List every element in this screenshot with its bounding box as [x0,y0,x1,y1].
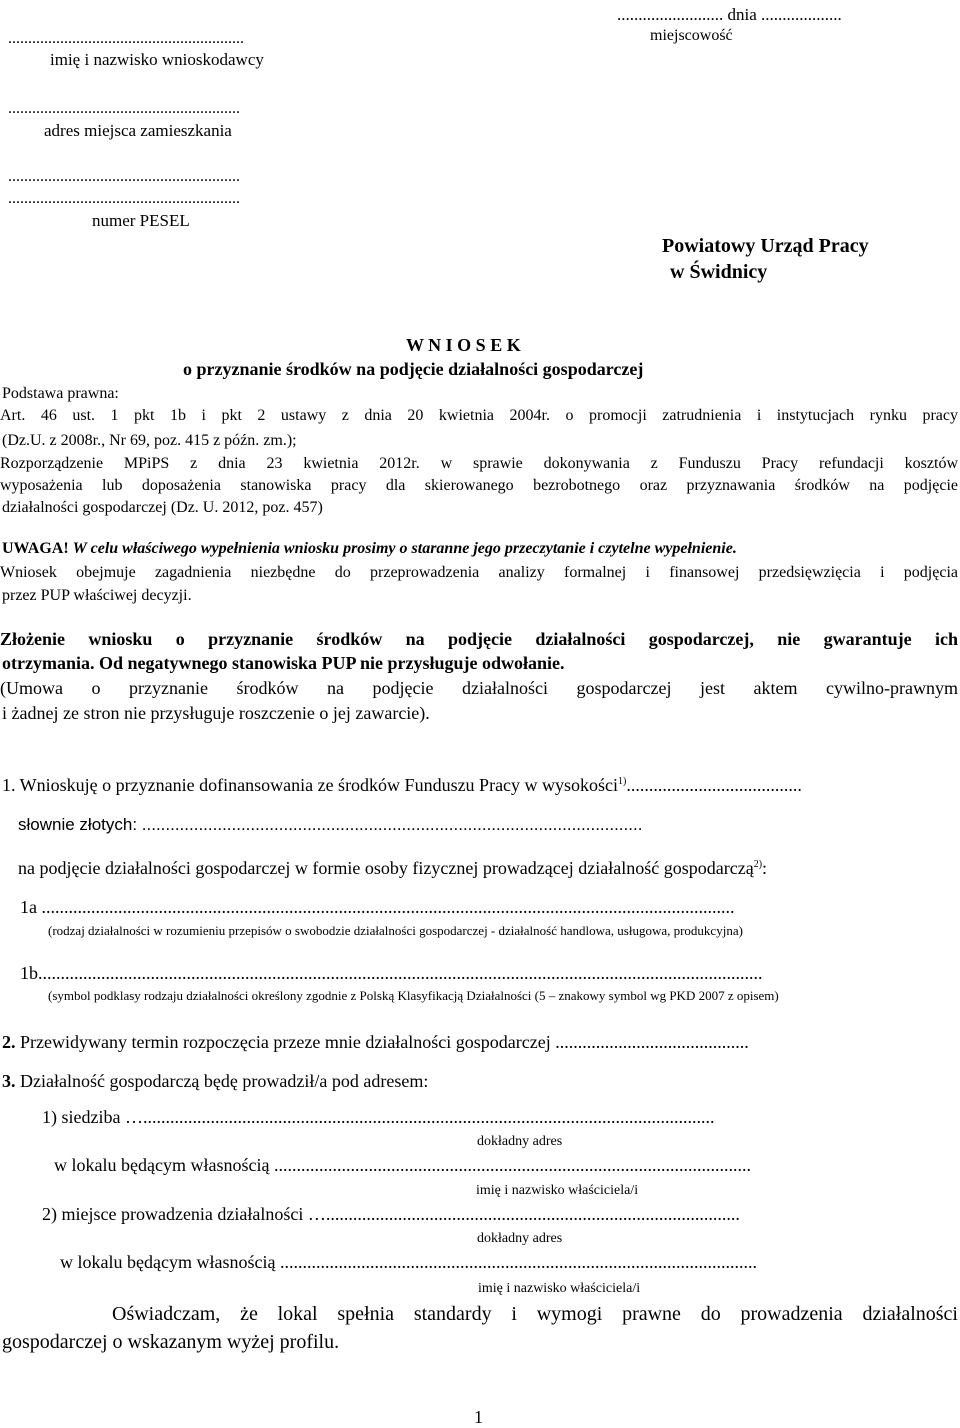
place-owner-field[interactable]: w lokalu będącym własnością .......................................................................................................... [60,1252,757,1272]
notice-line3: przez PUP właściwej decyzji. [2,587,192,604]
notice-label: UWAGA! [2,540,69,557]
form-line [18,858,767,879]
declaration-line1: Oświadczam, że lokal spełnia standardy i wymogi prawne do prowadzenia działalności [112,1303,958,1325]
document-title: W N I O S E K [406,335,521,355]
recipient-line1: Powiatowy Urząd Pracy [662,235,869,257]
address-dots-2[interactable]: .......................................................... [8,168,240,185]
form-footnote-ref: 2) [753,859,763,870]
notice-line2: Wniosek obejmuje zagadnienia niezbędne do przeprowadzenia analizy formalnej i finansowej przedsięwzięcia i podjęcia [0,564,958,581]
declaration-line2: gospodarczej o wskazanym wyżej profilu. [2,1331,340,1353]
form-colon: : [762,858,768,878]
section3-number: 3. [2,1071,16,1091]
legal-basis-line5: działalności gospodarczej (Dz. U. 2012, poz. 457) [2,499,323,516]
notice-para1: (Umowa o przyznanie środków na podjęcie działalności gospodarczej jest aktem cywilno-prawnym [0,678,958,698]
notice-para2: i żadnej ze stron nie przysługuje roszczenie o jej zawarcie). [2,703,430,723]
start-date-field[interactable]: Przewidywany termin rozpoczęcia przeze mnie działalności gospodarczej ........................................... [20,1032,749,1052]
activity-type-hint: (rodzaj działalności w rozumieniu przepisów o swobodzie działalności gospodarczej - działalność handlowa, usługowa, produkcyjna) [48,923,743,938]
business-place-hint: dokładny adres [477,1231,563,1246]
section1-amount-dots[interactable]: ....................................... [626,775,802,795]
legal-basis-line3: Rozporządzenie MPiPS z dnia 23 kwietnia 2012r. w sprawie dokonywania z Funduszu Pracy refundacji kosztów [0,455,958,472]
address-label: adres miejsca zamieszkania [44,121,232,140]
document-subtitle: o przyznanie środków na podjęcie działalności gospodarczej [183,359,644,379]
activity-type-field[interactable]: 1a .......................................................................................................................................................... [20,897,735,917]
legal-basis-line2: (Dz.U. z 2008r., Nr 69, poz. 415 z późn. zm.); [2,432,297,449]
seat-owner-hint: imię i nazwisko właściciela/i [476,1183,639,1198]
amount-words-field[interactable]: słownie złotych: .......................................................................................................... [18,815,643,834]
section1-number: 1. [2,775,16,795]
address-dots[interactable]: .......................................................... [8,100,240,117]
pkd-symbol-field[interactable]: 1b................................................................................................................................................................. [20,963,763,983]
pesel-label: numer PESEL [92,211,190,230]
legal-basis-label: Podstawa prawna: [2,385,119,402]
place-label: miejscowość [650,27,733,44]
business-place-field[interactable]: 2) miejsce prowadzenia działalności …............................................................................................ [42,1204,740,1224]
section1-footnote-ref: 1) [618,776,627,787]
section3-text: Działalność gospodarczą będę prowadził/a pod adresem: [20,1071,429,1091]
page-number: 1 [474,1407,483,1427]
legal-basis-line4: wyposażenia lub doposażenia stanowiska pracy dla skierowanego bezrobotnego oraz przyznawania środków na podjęcie [0,477,958,494]
seat-address-hint: dokładny adres [477,1134,563,1149]
pkd-symbol-hint: (symbol podklasy rodzaju działalności określony zgodnie z Polską Klasyfikacją Działalności (5 – znakowy symbol wg PKD 2007 z opisem) [48,988,779,1003]
seat-owner-field[interactable]: w lokalu będącym własnością .......................................................................................................... [54,1155,751,1175]
seat-address-field[interactable]: 1) siedziba …............................................................................................................................... [42,1107,715,1127]
notice-bold2: otrzymania. Od negatywnego stanowiska PUP nie przysługuje odwołanie. [2,653,565,673]
notice-bold1: Złożenie wniosku o przyznanie środków na podjęcie działalności gospodarczej, nie gwarantuje ich [0,629,958,649]
applicant-name-label: imię i nazwisko wnioskodawcy [50,50,264,69]
place-owner-hint: imię i nazwisko właściciela/i [478,1281,641,1296]
form-text: na podjęcie działalności gospodarczej w formie osoby fizycznej prowadzącej działalność gospodarczą [18,858,754,878]
date-line[interactable]: ......................... dnia ................... [617,5,842,24]
section1-line [2,775,802,796]
section2-number: 2. [2,1032,16,1052]
recipient-line2: w Świdnicy [670,261,768,283]
pesel-dots[interactable]: .......................................................... [8,190,240,207]
section1-text: Wnioskuję o przyznanie dofinansowania ze środków Funduszu Pracy w wysokości [15,775,619,795]
notice-italic-text: W celu właściwego wypełnienia wniosku prosimy o staranne jego przeczytanie i czytelne wypełnienie. [72,540,737,557]
applicant-name-dots[interactable]: ........................................................... [8,30,244,47]
legal-basis-line1: Art. 46 ust. 1 pkt 1b i pkt 2 ustawy z dnia 20 kwietnia 2004r. o promocji zatrudnienia i instytucjach rynku pracy [0,407,958,424]
